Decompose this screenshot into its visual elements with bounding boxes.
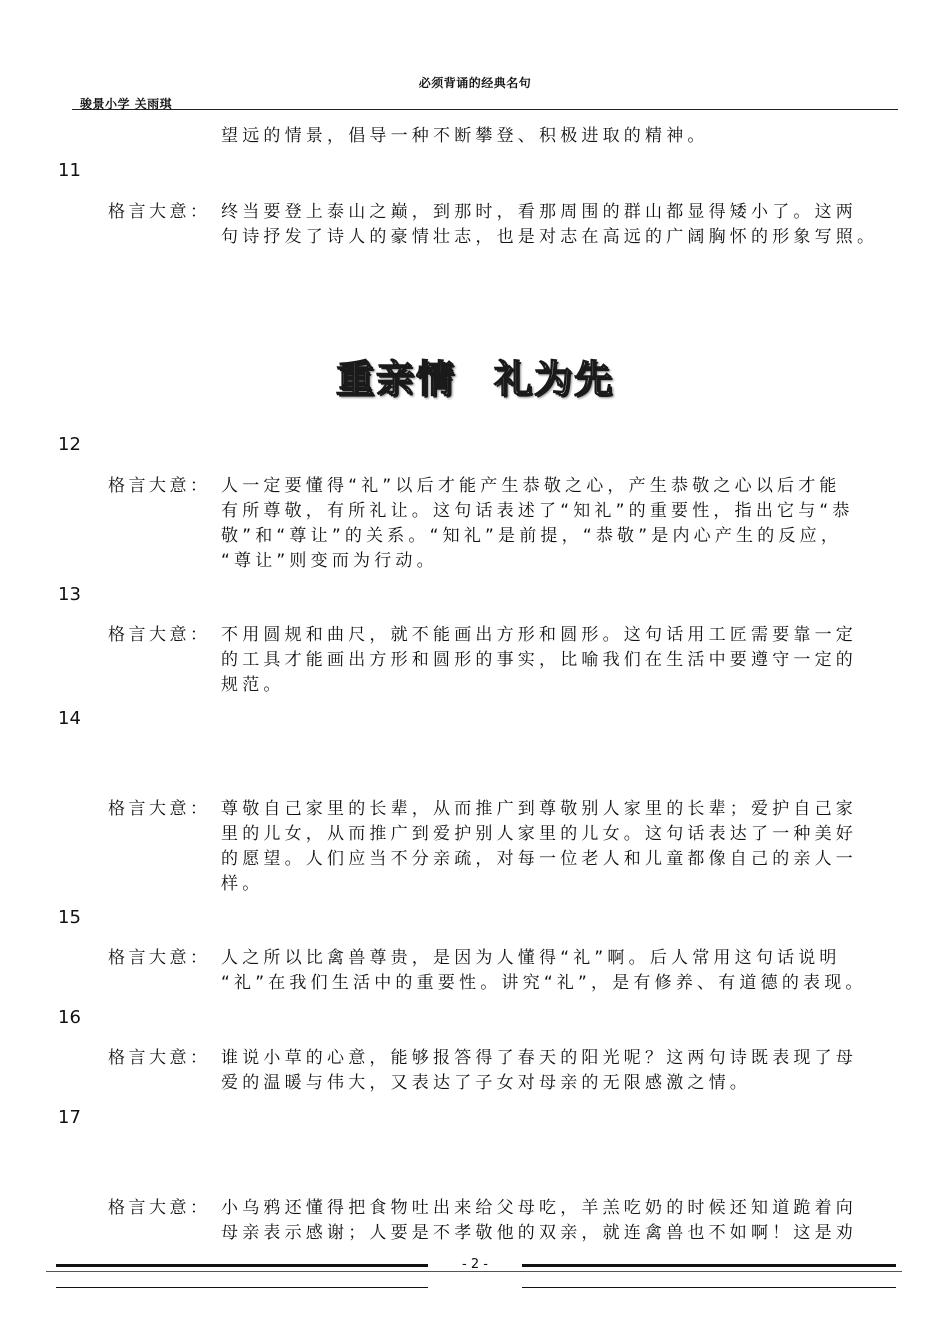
footer-rule-right-thin [522, 1287, 896, 1288]
page-number: - 2 - [462, 1257, 488, 1272]
header-author: 骏景小学 关雨琪 [80, 97, 173, 111]
entry-label: 格言大意： [108, 202, 211, 222]
entry-text [221, 623, 889, 698]
entry-text [221, 797, 889, 897]
entry-label: 格言大意： [108, 1198, 211, 1218]
section-title-part1: 重亲情 [335, 357, 456, 401]
text-line: 人一定要懂得“礼”以后才能产生恭敬之心，产生恭敬之心以后才能 [221, 476, 841, 496]
text-line: 敬”和“尊让”的关系。“知礼”是前提，“恭敬”是内心产生的反应， [221, 526, 843, 546]
entry-number: 17 [58, 1107, 81, 1128]
footer-rule-left-thin [56, 1287, 428, 1288]
entry-number: 11 [58, 160, 81, 181]
entry-text [221, 200, 889, 250]
header-title: 必须背诵的经典名句 [418, 76, 532, 90]
entry-text [221, 1046, 889, 1096]
text-line: 小乌鸦还懂得把食物吐出来给父母吃，羊羔吃奶的时候还知道跪着向 [221, 1198, 857, 1218]
entry-text [221, 946, 889, 996]
entry-text [221, 1196, 889, 1246]
text-line: 有所尊敬，有所礼让。这句话表述了“知礼”的重要性，指出它与“恭 [221, 501, 854, 521]
text-line: 人之所以比禽兽尊贵，是因为人懂得“礼”啊。后人常用这句话说明 [221, 948, 841, 968]
top-continuation: 望远的情景，倡导一种不断攀登、积极进取的精神。 [221, 126, 709, 146]
text-line: 爱的温暖与伟大，又表达了子女对母亲的无限感激之情。 [221, 1073, 751, 1093]
entry-number: 12 [58, 434, 81, 455]
text-line: 里的儿女，从而推广到爱护别人家里的儿女。这句话表达了一种美好 [221, 824, 857, 844]
header-rule [72, 109, 898, 110]
text-line: 的愿望。人们应当不分亲疏，对每一位老人和儿童都像自己的亲人一 [221, 849, 857, 869]
text-line: 的工具才能画出方形和圆形的事实，比喻我们在生活中要遵守一定的 [221, 650, 857, 670]
entry-label: 格言大意： [108, 1048, 211, 1068]
text-line: “礼”在我们生活中的重要性。讲究“礼”，是有修养、有道德的表现。 [221, 973, 867, 993]
entry-label: 格言大意： [108, 948, 211, 968]
entry-number: 14 [58, 708, 81, 729]
text-line: 终当要登上泰山之巅，到那时，看那周围的群山都显得矮小了。这两 [221, 202, 857, 222]
text-line: 句诗抒发了诗人的豪情壮志，也是对志在高远的广阔胸怀的形象写照。 [221, 227, 879, 247]
entry-number: 16 [58, 1007, 81, 1028]
entry-label: 格言大意： [108, 799, 211, 819]
text-line: 不用圆规和曲尺，就不能画出方形和圆形。这句话用工匠需要靠一定 [221, 625, 857, 645]
entry-label: 格言大意： [108, 625, 211, 645]
text-line: 规范。 [221, 675, 285, 695]
text-line: 尊敬自己家里的长辈，从而推广到尊敬别人家里的长辈；爱护自己家 [221, 799, 857, 819]
entry-text [221, 474, 889, 574]
section-title-part2: 礼为先 [494, 357, 615, 401]
text-line: 样。 [221, 874, 264, 894]
section-title [0, 348, 950, 403]
entry-number: 13 [58, 584, 81, 605]
entry-number: 15 [58, 907, 81, 928]
entry-label: 格言大意： [108, 476, 211, 496]
text-line: “尊让”则变而为行动。 [221, 551, 438, 571]
text-line: 母亲表示感谢；人要是不孝敬他的双亲，就连禽兽也不如啊！这是劝 [221, 1223, 857, 1243]
text-line: 谁说小草的心意，能够报答得了春天的阳光呢？这两句诗既表现了母 [221, 1048, 857, 1068]
